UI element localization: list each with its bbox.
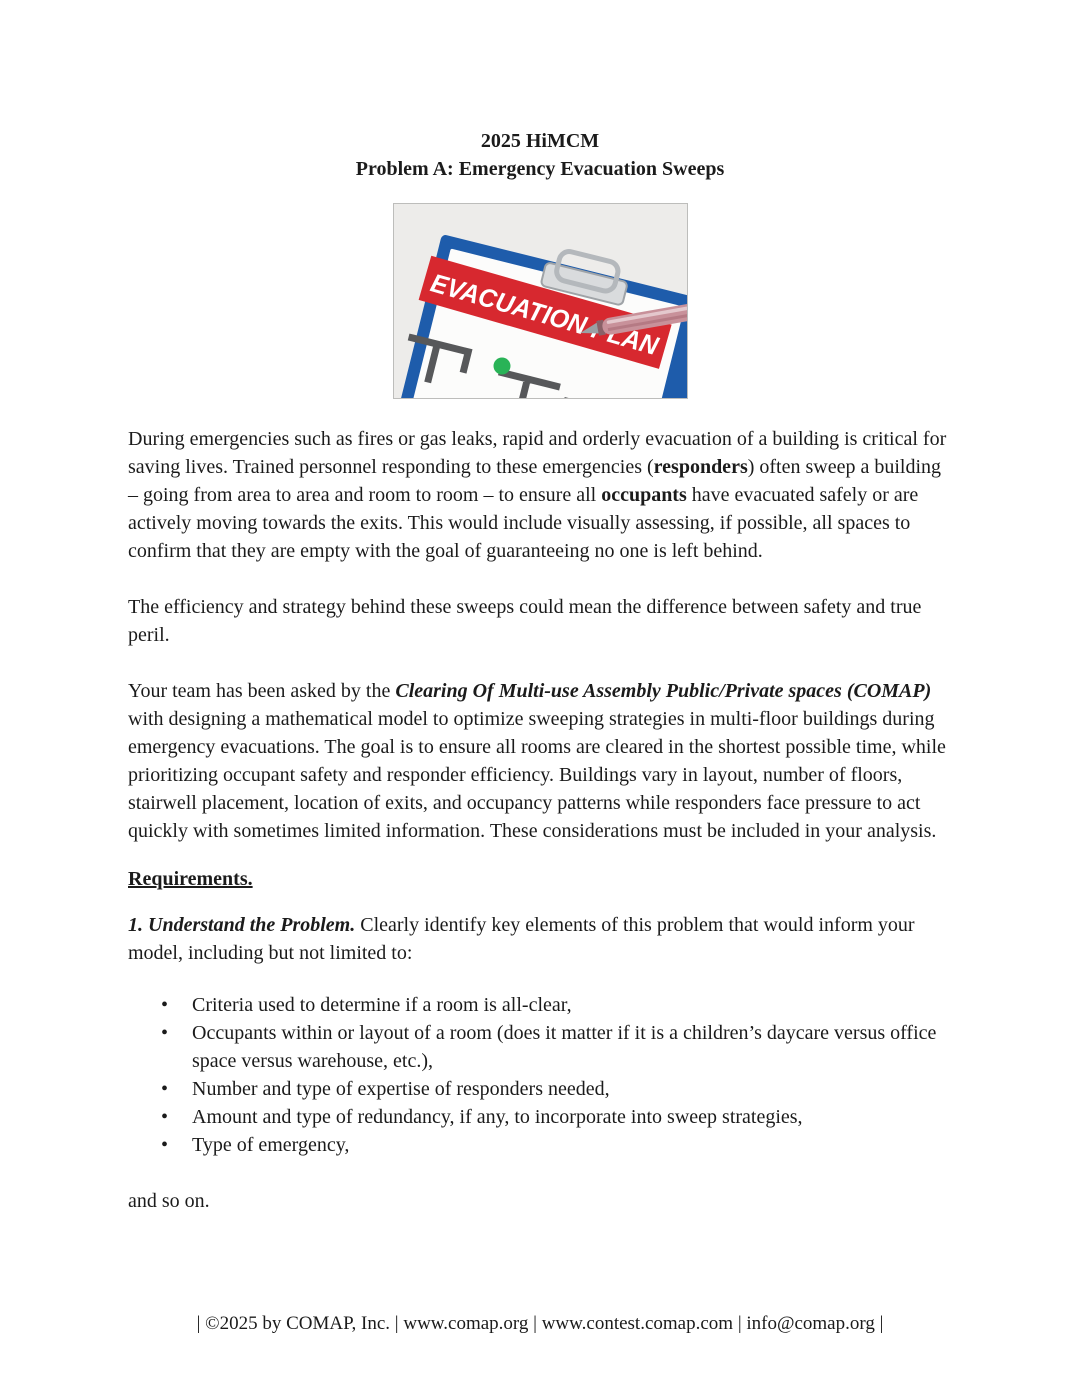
bullet-text: Criteria used to determine if a room is all-clear,: [192, 994, 572, 1016]
bullet-item: [128, 1131, 952, 1159]
bullet-text: Type of emergency,: [192, 1134, 350, 1156]
and-so-on-text: and so on.: [128, 1190, 210, 1212]
bullet-item: [128, 991, 952, 1019]
bullet-item: [128, 1075, 952, 1103]
bullet-item: [128, 1103, 952, 1131]
bullet-item: [128, 1019, 952, 1075]
responders-term: responders: [653, 456, 748, 478]
text-segment: with designing a mathematical model to optimize sweeping strategies in multi-floor buildings during emergency evacuations. The goal is to ensure all rooms are cleared in the shortest possible time, while prioritizing occupant safety and responder efficiency. Buildings vary in layout, number of floors, stairwell placement, location of exits, and occupancy patterns while responders face pressure to act quickly with sometimes limited information. These considerations must be included in your analysis.: [128, 708, 946, 842]
document-title: [128, 127, 952, 183]
requirements-heading: Requirements.: [128, 868, 253, 890]
text-segment: Your team has been asked by the: [128, 680, 396, 702]
text-segment: During emergencies such as fires or gas leaks, rapid and orderly evacuation of a building is critical for saving lives. Trained personnel responding to these emergencies (: [128, 428, 947, 478]
requirement-1-body: Clearly identify key elements of this problem that would inform your model, including but not limited to:: [128, 914, 915, 964]
text-segment: have evacuated safely or are actively moving towards the exits. This would include visually assessing, if possible, all spaces to confirm that they are empty with the goal of guaranteeing no one is left behind.: [128, 484, 919, 562]
occupants-term: occupants: [601, 484, 687, 506]
title-problem-name: Problem A: Emergency Evacuation Sweeps: [355, 158, 725, 180]
title-contest-name: 2025 HiMCM: [480, 130, 600, 152]
bullet-text: Amount and type of redundancy, if any, to incorporate into sweep strategies,: [192, 1106, 803, 1128]
bullet-text: Occupants within or layout of a room (does it matter if it is a children’s daycare versus office space versus warehouse, etc.),: [192, 1022, 937, 1072]
requirement-1: [128, 911, 952, 967]
bullet-text: Number and type of expertise of responders needed,: [192, 1078, 610, 1100]
intro-paragraph: [128, 425, 952, 565]
evacuation-plan-photo: [393, 203, 688, 399]
page-footer: | ©2025 by COMAP, Inc. | www.comap.org | www.contest.comap.com | info@comap.org |: [196, 1313, 884, 1334]
requirement-1-lead: 1. Understand the Problem.: [128, 914, 356, 936]
text-segment: ) often sweep a building – going from area to area and room to room – to ensure all: [128, 456, 942, 506]
task-paragraph: [128, 677, 952, 845]
banner-text: EVACUATION PLAN: [426, 267, 672, 365]
requirement-1-bullet-list: [128, 991, 952, 1159]
green-dot: [493, 358, 510, 375]
comap-term: Clearing Of Multi-use Assembly Public/Private spaces (COMAP): [395, 680, 932, 702]
efficiency-paragraph: The efficiency and strategy behind these sweeps could mean the difference between safety and true peril.: [128, 596, 922, 646]
